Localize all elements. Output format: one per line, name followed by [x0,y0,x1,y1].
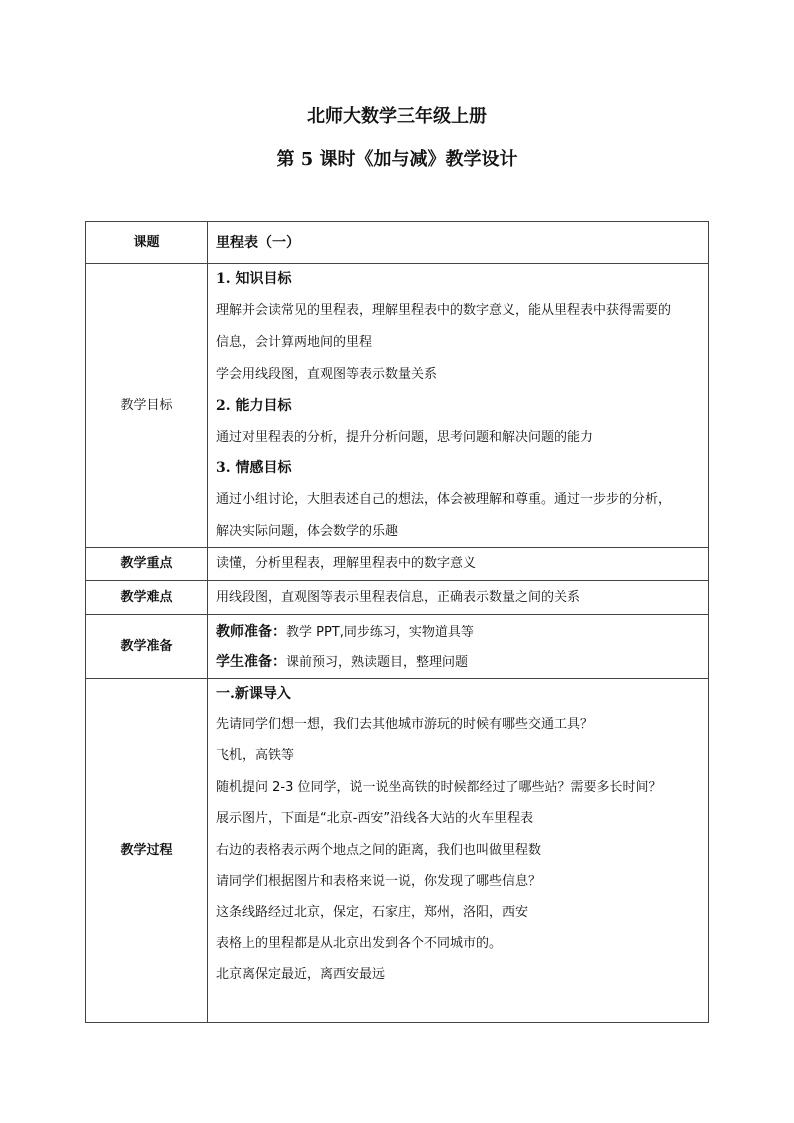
teacher-preparation-value: 教学 PPT,同步练习，实物道具等 [286,624,474,640]
ability-line: 通过对里程表的分析，提升分析问题，思考问题和解决问题的能力 [216,430,594,445]
document-title: 北师大数学三年级上册 [307,106,487,127]
teacher-preparation-label: 教师准备： [216,623,286,640]
process-content [208,679,709,1023]
emotion-objective-title: 3. 情感目标 [216,460,292,476]
student-preparation-label: 学生准备： [216,653,286,670]
knowledge-line: 理解并会读常见的里程表，理解里程表中的数字意义，能从里程表中获得需要的 [216,303,672,318]
knowledge-line: 学会用线段图，直观图等表示数量关系 [216,367,438,382]
row-preparation [86,615,709,679]
knowledge-line: 信息，会计算两地间的里程 [216,335,373,350]
process-line: 表格上的里程都是从北京出发到各个不同城市的。 [216,936,503,951]
document-subtitle: 第 5 课时《加与减》教学设计 [276,149,518,170]
lesson-plan-table [85,221,709,1023]
process-label: 教学过程 [86,679,208,1023]
row-key-points [86,548,709,581]
difficulties-value: 用线段图，直观图等表示里程表信息，正确表示数量之间的关系 [208,581,709,615]
process-line: 北京离保定最近，离西安最远 [216,967,386,982]
student-preparation [216,647,702,677]
objectives-content [208,264,709,548]
process-line: 这条线路经过北京，保定，石家庄，郑州，洛阳，西安 [216,905,529,920]
row-topic [86,222,709,264]
knowledge-objective-title: 1. 知识目标 [216,271,292,287]
emotion-line: 通过小组讨论，大胆表述自己的想法，体会被理解和尊重。通过一步步的分析， [216,492,672,507]
emotion-line: 解决实际问题，体会数学的乐趣 [216,524,399,539]
process-line: 展示图片，下面是“北京-西安”沿线各大站的火车里程表 [216,811,534,826]
process-line: 先请同学们想一想，我们去其他城市游玩的时候有哪些交通工具？ [216,717,594,732]
key-points-label: 教学重点 [86,548,208,581]
ability-objective-title: 2. 能力目标 [216,398,292,414]
student-preparation-value: 课前预习，熟读题目，整理问题 [286,654,469,670]
teacher-preparation [216,617,702,647]
process-section-title: 一.新课导入 [216,686,291,702]
row-process [86,679,709,1023]
row-difficulties [86,581,709,615]
objectives-label: 教学目标 [86,264,208,548]
topic-value-cell [208,222,709,264]
topic-label: 课题 [86,222,208,264]
process-line: 右边的表格表示两个地点之间的距离，我们也叫做里程数 [216,843,542,858]
preparation-label: 教学准备 [86,615,208,679]
process-line: 飞机，高铁等 [216,748,295,763]
topic-value: 里程表（一） [216,234,300,251]
row-objectives [86,264,709,548]
key-points-value: 读懂，分析里程表，理解里程表中的数字意义 [208,548,709,581]
preparation-content [208,615,709,679]
difficulties-label: 教学难点 [86,581,208,615]
process-line: 请同学们根据图片和表格来说一说，你发现了哪些信息？ [216,874,542,889]
process-line: 随机提问 2-3 位同学，说一说坐高铁的时候都经过了哪些站？需要多长时间？ [216,780,662,795]
